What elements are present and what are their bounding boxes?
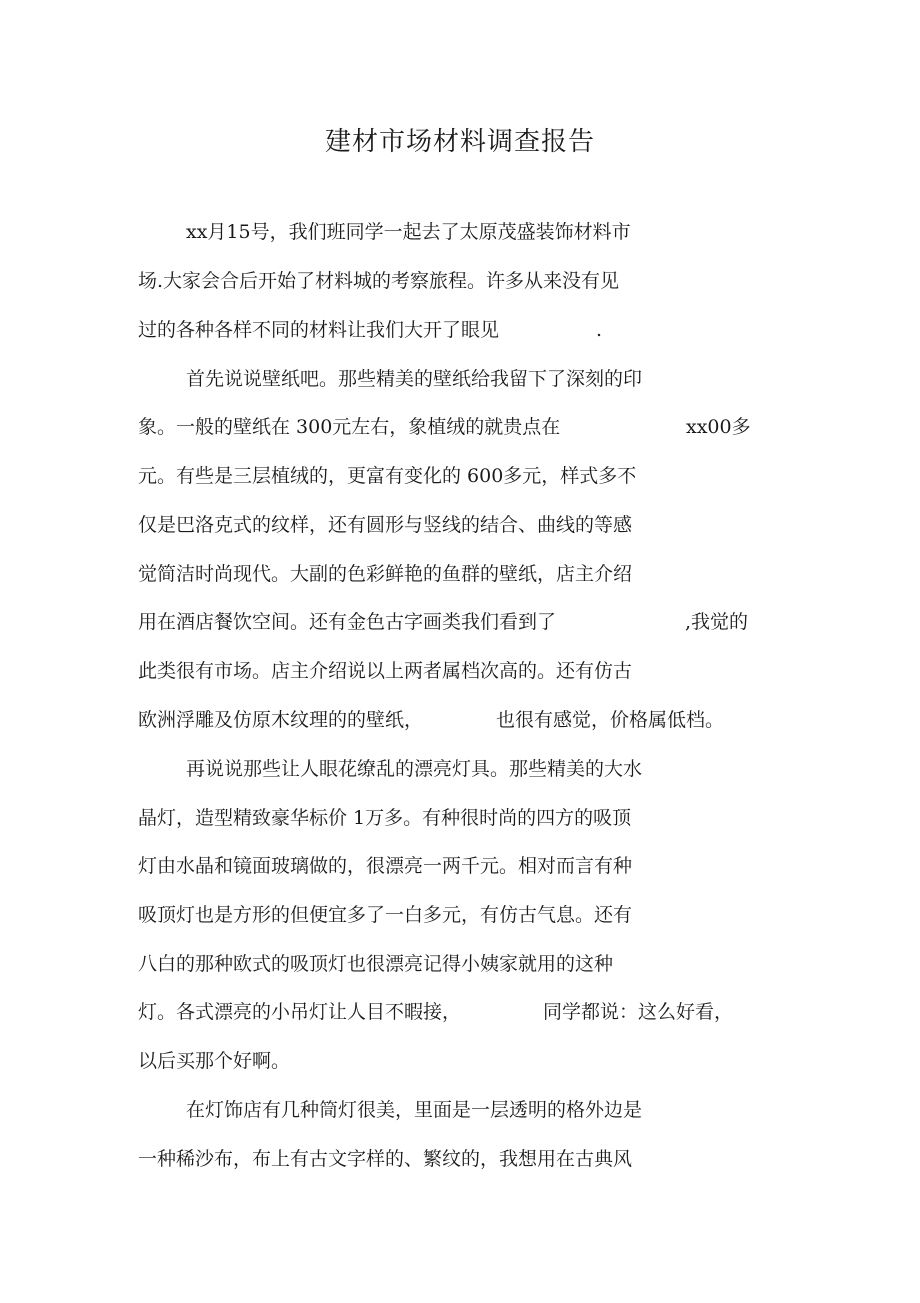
text-line	[186, 755, 642, 783]
text-segment: .	[596, 319, 603, 341]
text-segment: 灯由水晶和镜面玻璃做的，很漂亮一两千元。相对而言有种	[138, 855, 633, 877]
text-segment: 灯。各式漂亮的小吊灯让人目不暇接，	[138, 1001, 462, 1023]
page-title: 建材市场材料调查报告	[324, 127, 595, 157]
text-segment: 用在酒店餐饮空间。还有金色古字画类我们看到了	[138, 611, 557, 633]
text-segment: 仅是巴洛克式的纹样，还有圆形与竖线的结合、曲线的等感	[138, 514, 633, 536]
text-segment: 觉简洁时尚现代。大副的色彩鲜艳的鱼群的壁纸，店主介绍	[138, 563, 633, 585]
text-segment: xx月15号，我们班同学一起去了太原茂盛装饰材料市	[186, 221, 631, 243]
text-segment: 同学都说：这么好看，	[543, 1001, 734, 1023]
text-segment: 场.大家会合后开始了材料城的考察旅程。许多从来没有见	[138, 270, 620, 292]
text-line	[138, 852, 632, 880]
text-segment: 再说说那些让人眼花缭乱的漂亮灯具。那些精美的大水	[186, 758, 643, 780]
text-line	[138, 657, 632, 685]
text-segment: ,我觉的	[685, 611, 749, 633]
text-line	[138, 1145, 632, 1173]
text-line	[138, 462, 636, 490]
text-segment: 晶灯，造型精致豪华标价 1万多。有种很时尚的四方的吸顶	[138, 807, 632, 829]
text-segment: xx00多	[686, 416, 751, 438]
text-line	[186, 1096, 642, 1124]
text-line	[138, 560, 632, 588]
text-line	[138, 998, 778, 1026]
text-line	[138, 706, 778, 734]
text-line	[138, 267, 619, 295]
text-line	[186, 218, 631, 246]
text-line	[138, 1047, 290, 1075]
text-segment: 也很有感觉，价格属低档。	[496, 709, 725, 731]
text-line	[186, 365, 642, 393]
text-line	[138, 901, 632, 929]
text-segment: 以后买那个好啊。	[138, 1050, 291, 1072]
text-segment: 一种稀沙布，布上有古文字样的、繁纹的，我想用在古典风	[138, 1148, 633, 1170]
text-line	[138, 608, 778, 636]
text-line	[138, 413, 778, 441]
text-segment: 首先说说壁纸吧。那些精美的壁纸给我留下了深刻的印	[186, 368, 643, 390]
text-segment: 欧洲浮雕及仿原木纹理的的壁纸，	[138, 709, 424, 731]
text-segment: 吸顶灯也是方形的但便宜多了一白多元，有仿古气息。还有	[138, 904, 633, 926]
text-line	[138, 316, 638, 344]
text-line	[138, 511, 632, 539]
text-segment: 元。有些是三层植绒的，更富有变化的 600多元，样式多不	[138, 465, 637, 487]
text-line	[138, 804, 631, 832]
text-segment: 此类很有市场。店主介绍说以上两者属档次高的。还有仿古	[138, 660, 633, 682]
text-segment: 象。一般的壁纸在 300元左右，象植绒的就贵点在	[138, 416, 561, 438]
text-segment: 八白的那种欧式的吸顶灯也很漂亮记得小姨家就用的这种	[138, 953, 614, 975]
text-segment: 过的各种各样不同的材料让我们大开了眼见	[138, 319, 500, 341]
text-segment: 在灯饰店有几种筒灯很美，里面是一层透明的格外边是	[186, 1099, 643, 1121]
text-line	[138, 950, 613, 978]
